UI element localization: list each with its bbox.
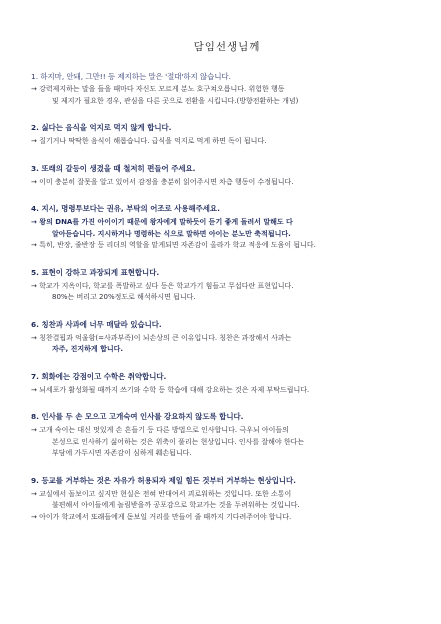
section-heading: 6. 칭찬과 사과에 너무 매달라 있습니다. bbox=[31, 319, 162, 329]
body-line: → 뇌세포가 활성화될 때까지 쓰기와 수학 등 학습에 대해 강요하는 것은 자제 부탁드립니다. bbox=[31, 385, 310, 394]
section-6 bbox=[31, 319, 423, 356]
body-line: 및 제지가 필요한 경우, 관심을 다른 곳으로 전환을 시킵니다.(방향전환하는 개념) bbox=[52, 96, 299, 105]
section-heading: 3. 또래의 갈등이 생겼을 때 철저히 편들어 주세요. bbox=[31, 163, 196, 173]
body-line: 불편해서 아이들에게 놀림받을까 공포감으로 학교가는 것을 두려워하는 것입니다. bbox=[52, 501, 300, 509]
section-5 bbox=[31, 267, 423, 304]
section-heading: 8. 인사를 두 손 모으고 고개숙여 인사를 강요하지 않도록 합니다. bbox=[31, 412, 244, 421]
section-3 bbox=[31, 163, 423, 189]
section-8 bbox=[31, 411, 423, 460]
section-9 bbox=[31, 475, 423, 524]
section-heading: 1. 하지마, 안돼, 그만!! 등 제지하는 말은 '절대'하지 않습니다. bbox=[31, 72, 231, 81]
section-7 bbox=[31, 371, 423, 397]
section-4 bbox=[31, 203, 423, 252]
section-heading: 5. 표현이 강하고 과장되게 표현합니다. bbox=[31, 267, 160, 277]
body-line: 본성으로 인사하기 싫어하는 것은 위축이 풀리는 현상입니다. 인사를 잘해야 한다는 bbox=[52, 437, 305, 446]
section-heading: 9. 등교를 거부하는 것은 자유가 허용되자 제일 힘든 것부터 거부하는 현상입니다. bbox=[31, 475, 296, 485]
section-heading: 7. 회화에는 강점이고 수학은 취약합니다. bbox=[31, 371, 167, 381]
body-line: → 아이가 학교에서 또래들에게 돋보일 거리를 만들어 줄 때까지 기다려주어야 합니다. bbox=[31, 512, 292, 521]
body-line: 알아듣습니다. 지시하거나 명령하는 식으로 말하면 아이는 분노만 축적됩니다. bbox=[52, 229, 291, 238]
body-line: → 학교가 지옥이다, 학교를 폭발하고 싶다 등은 학교가기 힘들고 무섭다란 표현입니다. bbox=[31, 281, 294, 290]
body-line: 자주, 진지하게 합니다. bbox=[52, 345, 124, 353]
body-line: 부담에 가두시면 자존감이 심하게 훼손됩니다. bbox=[52, 449, 192, 457]
section-1 bbox=[31, 71, 423, 107]
body-line: → 특히, 반장, 줄반장 등 리더의 역할을 맡게되면 자존감이 올라가 학교 적응에 도움이 됩니다. bbox=[31, 241, 316, 249]
page-title: 담임선생님께 bbox=[193, 41, 261, 53]
body-line: 80%는 버리고 20%정도로 해석하시면 됩니다. bbox=[52, 293, 196, 301]
body-line: → 교실에서 돌보이고 싶지만 현실은 전혀 반대여서 괴로워하는 것입니다. 또한 소통이 bbox=[31, 489, 292, 498]
section-2 bbox=[31, 122, 423, 148]
body-line: → 질기거나 딱딱한 음식이 해롭습니다. 급식을 억지로 먹게 하면 독이 됩니다. bbox=[31, 137, 267, 145]
body-line: → 고개 숙이는 대신 멋있게 손 흔들기 등 다른 방법으로 인사합니다. 극우뇌 아이들의 bbox=[31, 426, 289, 434]
section-heading: 4. 지시, 명령투보다는 권유, 부탁의 어조로 사용해주세요. bbox=[31, 204, 220, 213]
body-line: → 강력제지하는 말을 들을 때마다 자신도 모르게 분노 호구쳐오릅니다. 위험한 행동 bbox=[31, 85, 285, 93]
body-line: → 칭찬결핍과 억울함(=사과부족)이 뇌손상의 큰 이유입니다. 칭찬은 과장해서 사과는 bbox=[31, 333, 292, 342]
section-heading: 2. 싫다는 음식을 억지로 먹지 않게 합니다. bbox=[31, 123, 172, 132]
body-line: → 왕의 DNA를 가진 아이이기 때문에 왕자에게 말하듯이 듣기 좋게 돌려서 말해도 다 bbox=[31, 218, 293, 226]
body-line: → 이미 충분히 잘못을 알고 있어서 감정을 충분히 읽어주시면 차츰 행동이 수정됩니다. bbox=[31, 177, 294, 186]
